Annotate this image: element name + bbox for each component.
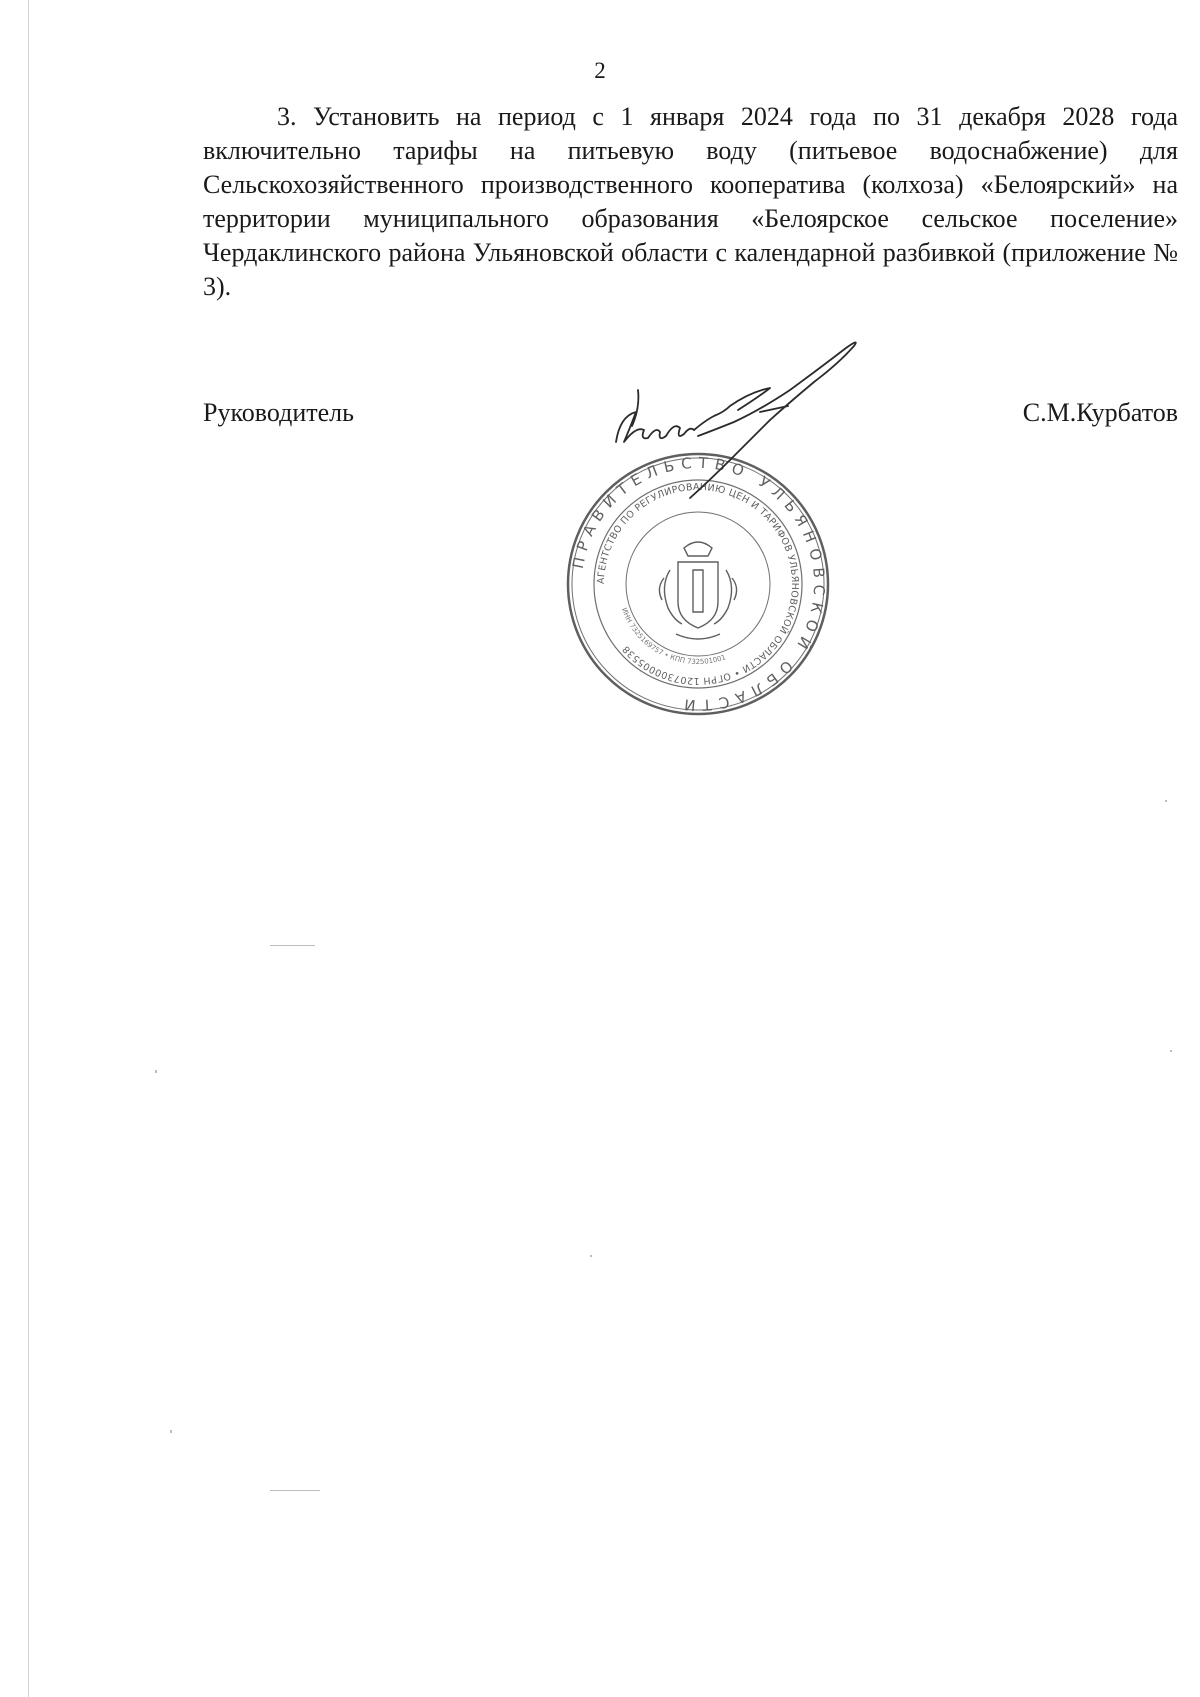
scan-speck: [155, 1070, 157, 1073]
scan-speck: [590, 1255, 592, 1257]
scan-speck: [1170, 1050, 1172, 1052]
coat-of-arms-icon: [659, 542, 736, 639]
scan-speck: [1165, 800, 1167, 802]
signatory-name: С.М.Курбатов: [1022, 398, 1178, 427]
scan-speck: [270, 1490, 320, 1491]
seal-inn-kpp: ИНН 7325169757 • КПП 732501001: [619, 606, 727, 667]
seal-ring-4: [626, 512, 770, 656]
handwritten-signature: [610, 330, 920, 520]
seal-inner-text: АГЕНТСТВО ПО РЕГУЛИРОВАНИЮ ЦЕН И ТАРИФОВ УЛЬЯНОВСКОЙ ОБЛАСТИ • ОГРН 1207300005538: [595, 481, 801, 687]
page-number: 2: [594, 58, 606, 83]
scan-speck: [270, 945, 315, 946]
signatory-role: Руководитель: [203, 398, 354, 427]
scan-speck: [170, 1430, 172, 1433]
scan-edge-line: [28, 0, 29, 1697]
resolution-paragraph: 3. Установить на период с 1 января 2024 года по 31 декабря 2028 года включительно тарифы на питьевую воду (питьевое водоснабжение) для Сельскохозяйственного производственного кооператива (колхоза) «Белоярский» на территории муниципального образования «Белоярское сельское поселение» Чердаклинского района Ульяновской области с календарной разбивкой (приложение № 3).: [203, 102, 1178, 301]
seal-outer-text: ПРАВИТЕЛЬСТВО УЛЬЯНОВСКОЙ ОБЛАСТИ: [568, 453, 829, 715]
